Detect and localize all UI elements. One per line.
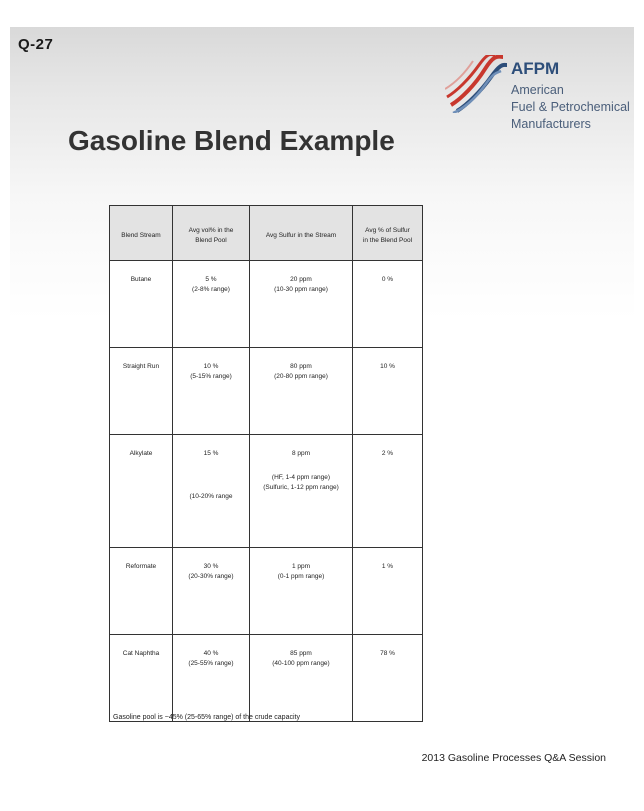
table-row — [110, 435, 423, 548]
sulfur-range: (10-30 ppm range) — [274, 286, 328, 293]
vol-range: (25-55% range) — [188, 660, 234, 667]
cell-vol — [173, 548, 250, 635]
sulfur-range: (Sulfuric, 1-12 ppm range) — [263, 484, 339, 491]
vol-value: 15 % — [203, 450, 219, 457]
question-id: Q-27 — [18, 36, 54, 53]
stream-name: Straight Run — [122, 363, 160, 370]
stream-name: Reformate — [125, 563, 157, 570]
header-text: in the Blend Pool — [362, 237, 413, 244]
header-text: Blend Stream — [121, 232, 161, 239]
table-header-row — [110, 206, 423, 261]
cell-sulfur — [250, 261, 353, 348]
cell-pct — [353, 635, 423, 722]
vol-value: 10 % — [203, 363, 219, 370]
cell-pct — [353, 548, 423, 635]
cell-sulfur — [250, 435, 353, 548]
logo-line: Fuel & Petrochemical — [511, 100, 630, 114]
logo-line: Manufacturers — [511, 117, 591, 131]
header-text: Avg Sulfur in the Stream — [265, 232, 337, 239]
pct-value: 2 % — [381, 450, 394, 457]
cell-stream — [110, 261, 173, 348]
pct-value: 10 % — [380, 363, 395, 370]
cell-pct — [353, 261, 423, 348]
header-text: Avg vol% in the — [188, 227, 234, 234]
sulfur-range: (40-100 ppm range) — [272, 660, 330, 667]
logo-full-name — [511, 82, 630, 133]
blend-table — [109, 205, 423, 722]
cell-sulfur — [250, 548, 353, 635]
cell-stream — [110, 548, 173, 635]
cell-vol — [173, 348, 250, 435]
cell-stream — [110, 635, 173, 722]
afpm-stripes-icon — [445, 55, 507, 113]
vol-value: 40 % — [203, 650, 219, 657]
sulfur-value: 1 ppm — [291, 563, 311, 570]
header-avg-pct-sulfur — [353, 206, 423, 261]
afpm-logo — [445, 55, 630, 165]
sulfur-value: 80 ppm — [290, 363, 312, 370]
logo-line: American — [511, 83, 564, 97]
sulfur-value: 85 ppm — [290, 650, 312, 657]
cell-sulfur — [250, 635, 353, 722]
cell-stream — [110, 435, 173, 548]
sulfur-range: (HF, 1-4 ppm range) — [271, 474, 331, 481]
table-row — [110, 635, 423, 722]
cell-vol — [173, 435, 250, 548]
vol-value: 30 % — [203, 563, 219, 570]
vol-range: (20-30% range) — [188, 573, 234, 580]
header-text: Avg % of Sulfur — [365, 227, 410, 234]
sulfur-value: 8 ppm — [291, 450, 311, 457]
pct-value: 1 % — [381, 563, 394, 570]
table-row — [110, 261, 423, 348]
stream-name: Butane — [130, 276, 152, 283]
vol-range: (2-8% range) — [192, 286, 230, 293]
cell-sulfur — [250, 348, 353, 435]
vol-range: (5-15% range) — [190, 373, 232, 380]
footnote: Gasoline pool is ~45% (25-65% range) of the crude capacity — [113, 714, 300, 721]
table-row — [110, 348, 423, 435]
header-text: Blend Pool — [195, 237, 227, 244]
table-row — [110, 548, 423, 635]
vol-value: 5 % — [205, 276, 217, 283]
stream-name: Alkylate — [129, 450, 153, 457]
sulfur-value: 20 ppm — [290, 276, 312, 283]
header-blend-stream — [110, 206, 173, 261]
session-label: 2013 Gasoline Processes Q&A Session — [421, 752, 606, 764]
logo-abbreviation: AFPM — [511, 59, 560, 78]
vol-range: (10-20% range — [189, 493, 233, 500]
pct-value: 0 % — [381, 276, 394, 283]
sulfur-range: (20-80 ppm range) — [274, 373, 328, 380]
header-avg-vol — [173, 206, 250, 261]
cell-vol — [173, 635, 250, 722]
cell-pct — [353, 435, 423, 548]
pct-value: 78 % — [380, 650, 395, 657]
sulfur-range: (0-1 ppm range) — [277, 573, 325, 580]
cell-pct — [353, 348, 423, 435]
header-avg-sulfur-stream — [250, 206, 353, 261]
page-title: Gasoline Blend Example — [68, 125, 395, 156]
cell-stream — [110, 348, 173, 435]
stream-name: Cat Naphtha — [122, 650, 160, 657]
cell-vol — [173, 261, 250, 348]
